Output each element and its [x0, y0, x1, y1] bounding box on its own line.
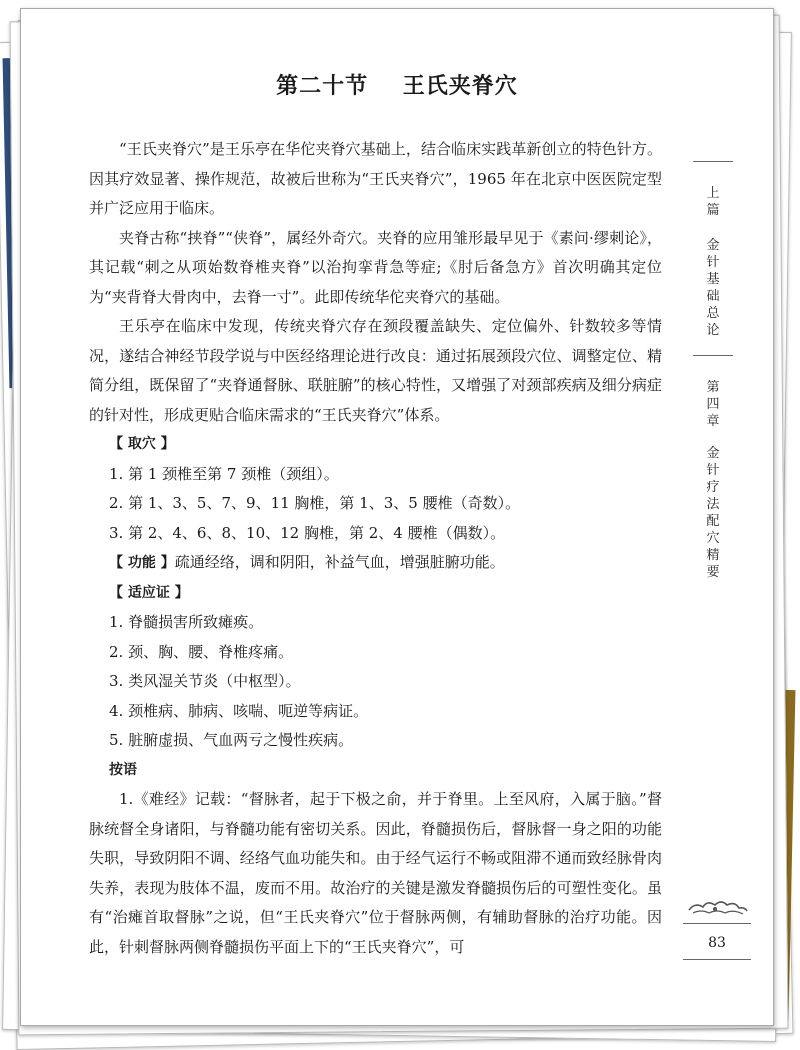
margin-char: 金: [706, 238, 720, 253]
shiyingzheng-item-2: 2. 颈、胸、腰、脊椎疼痛。: [109, 642, 294, 661]
margin-char: 要: [706, 565, 720, 580]
quxue-item-1: 1. 第 1 颈椎至第 7 颈椎（颈组）。: [109, 464, 339, 483]
margin-rule-top: [693, 161, 733, 162]
margin-char: 金: [706, 446, 720, 461]
shiyingzheng-item-1: 1. 脊髓损害所致瘫痪。: [109, 613, 264, 631]
margin-vertical-text: [703, 237, 723, 339]
margin-part-title: [703, 237, 723, 339]
page-number-rule-bottom: [683, 959, 751, 960]
margin-char: 章: [706, 414, 720, 429]
gongneng-heading: 【 功能 】: [109, 555, 175, 571]
margin-vertical-text: [703, 185, 723, 219]
margin-char: 篇: [706, 203, 720, 218]
margin-char: 上: [706, 186, 720, 201]
margin-rule-middle: [693, 355, 733, 356]
page-number-rule: [683, 923, 751, 924]
margin-chapter: [703, 379, 723, 430]
anyu-heading: 按语: [109, 761, 137, 778]
margin-char: 针: [706, 463, 720, 478]
page-body: [89, 135, 662, 962]
section-title: 第二十节 王氏夹脊穴: [276, 74, 518, 99]
margin-char: 础: [706, 289, 720, 304]
margin-char: 穴: [706, 531, 720, 546]
quxue-item-2: 2. 第 1、3、5、7、9、11 胸椎，第 1、3、5 腰椎（奇数）。: [109, 494, 521, 512]
anyu-text: 1.《难经》记载：“督脉者，起于下极之俞，并于脊里。上至风府，入属于脑。”督脉统督全身诸阳，与脊髓功能有密切关系。因此，脊髓损伤后，督脉督一身之阳的功能失职，导致阴阳不调、经络气血功能失和。由于经气运行不畅或阻滞不通而致经脉骨肉失养，表现为肢体不温，废而不用。故治疗的关键是激发脊髓损伤后的可塑性变化。虽有“治瘫首取督脉”之说，但“王氏夹脊穴”位于督脉两侧，有辅助督脉的治疗功能。因此，针刺督脉两侧脊髓损伤平面上下的“王氏夹脊穴”，可: [89, 790, 662, 956]
page-number: 83: [708, 935, 726, 951]
margin-char: 针: [706, 255, 720, 270]
margin-char: 配: [706, 514, 720, 529]
cloud-ornament-icon: [685, 897, 749, 919]
gongneng-line: [89, 548, 662, 579]
margin-char: 疗: [706, 480, 720, 495]
margin-char: 精: [706, 548, 720, 563]
margin-chapter-title: [703, 445, 723, 581]
shiyingzheng-item-4: 4. 颈椎病、肺病、咳喘、呃逆等病证。: [109, 701, 369, 720]
shiyingzheng-item-3: 3. 类风湿关节炎（中枢型）。: [109, 672, 301, 690]
margin-char: 基: [706, 272, 720, 287]
quxue-heading: 【 取穴 】: [109, 436, 175, 452]
book-page: [20, 8, 774, 1026]
gongneng-text: 疏通经络，调和阴阳，补益气血，增强脏腑功能。: [174, 553, 505, 571]
margin-char: 四: [706, 397, 720, 412]
margin-char: 法: [706, 497, 720, 512]
margin-char: 论: [706, 323, 720, 338]
margin-part: [703, 185, 723, 219]
shiyingzheng-heading: 【 适应证 】: [109, 584, 189, 601]
margin-char: 第: [706, 380, 720, 395]
margin-vertical-text: [703, 445, 723, 581]
paragraph-intro: “王氏夹脊穴”是王乐亭在华佗夹脊穴基础上，结合临床实践革新创立的特色针方。因其疗效显著、操作规范，故被后世称为“王氏夹脊穴”，1965 年在北京中医医院定型并广泛应用于临床。: [89, 140, 662, 217]
paragraph-history: 夹脊古称“挟脊”“侠脊”，属经外奇穴。夹脊的应用雏形最早见于《素问·缪刺论》，其记载“刺之从项始数脊椎夹脊”以治拘挛背急等症;《肘后备急方》首次明确其定位为“夹背脊大骨肉中，去脊一寸”。此即传统华佗夹脊穴的基础。: [89, 228, 662, 306]
shiyingzheng-item-5: 5. 脏腑虚损、气血两亏之慢性疾病。: [109, 731, 354, 749]
quxue-item-3: 3. 第 2、4、6、8、10、12 胸椎，第 2、4 腰椎（偶数）。: [109, 523, 506, 542]
margin-vertical-text: [703, 379, 723, 430]
margin-char: 总: [706, 306, 720, 321]
paragraph-improvement: 王乐亭在临床中发现，传统夹脊穴存在颈段覆盖缺失、定位偏外、针数较多等情况，遂结合神经节段学说与中医经络理论进行改良：通过拓展颈段穴位、调整定位、精简分组，既保留了“夹脊通督脉、联脏腑”的核心特性，又增强了对颈部疾病及细分病症的针对性，形成更贴合临床需求的“王氏夹脊穴”体系。: [89, 317, 662, 424]
